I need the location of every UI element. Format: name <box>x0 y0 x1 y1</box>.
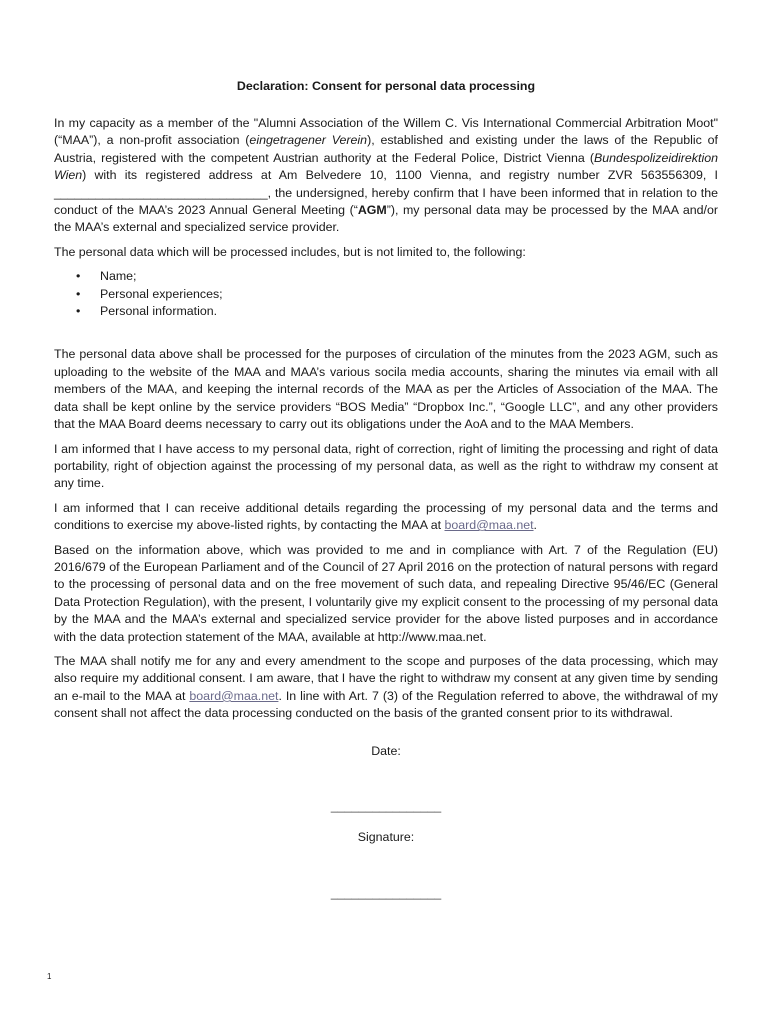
date-label: Date: <box>371 743 401 758</box>
p1-text-d: ”), my personal data may be processed by the MAA and/or the MAA’s external and specialized service provider. <box>54 203 718 235</box>
p7-text-a: The MAA shall notify me for any and every amendment to the scope and purposes of the data processing, which may also require my additional consent. I am aware, that I have the right to withdraw my consent at any given time by sending an e-mail to the MAA at <box>54 653 718 703</box>
personal-data-list <box>54 268 718 320</box>
paragraph-data-list-intro: The personal data which will be processed includes, but is not limited to, the following: <box>54 244 526 259</box>
date-signature-line: ________________ <box>330 799 442 813</box>
p7-text-b: . In line with Art. 7 (3) of the Regulation referred to above, the withdrawal of my consent shall not affect the data processing conducted on the basis of the granted consent prior to its withdrawal. <box>54 688 718 721</box>
p1-italic-a: eingetragener Verein <box>249 133 368 148</box>
paragraph-consent: Based on the information above, which was provided to me and in compliance with Art. 7 of the Regulation (EU) 2016/679 of the European Parliament and of the Council of 27 April 2016 on the protection of natural persons with regard to the processing of personal data and on the free movement of such data, and repealing Directive 95/46/EC (General Data Protection Regulation), with the present, I voluntarily give my explicit consent to the processing of my personal data by the MAA and the MAA’s external and specialized service provider for the above listed purposes and in accordance with the data protection statement of the MAA, available at http://www.maa.net. <box>54 542 718 644</box>
p1-text-b: ), established and existing under the laws of the Republic of Austria, registered with the competent Austrian authority at the Federal Police, District Vienna ( <box>54 133 718 165</box>
p1-italic-b: Bundespolizeidirektion Wien <box>54 150 718 183</box>
paragraph-amendment <box>54 653 718 723</box>
p1-text-a: In my capacity as a member of the "Alumni Association of the Willem C. Vis International Commercial Arbitration Moot" (“MAA”), a non-profit association ( <box>54 116 718 148</box>
paragraph-rights: I am informed that I have access to my personal data, right of correction, right of limiting the processing and right of data portability, right of objection against the processing of my personal data, as well as the right to withdraw my consent at any time. <box>54 441 718 491</box>
signature-label: Signature: <box>357 830 415 845</box>
p1-bold-agm: AGM <box>357 203 387 218</box>
p5-text-b: . <box>533 518 537 533</box>
list-item: • Personal experiences; <box>100 286 718 303</box>
document-title: Declaration: Consent for personal data processing <box>236 79 536 93</box>
p5-text-a: I am informed that I can receive additional details regarding the processing of my personal data and the terms and conditions to exercise my above-listed rights, by contacting the MAA at <box>54 500 718 533</box>
email-link[interactable]: board@maa.net <box>444 518 534 533</box>
list-item: • Personal information. <box>100 303 718 320</box>
signature-line: ________________ <box>330 885 442 900</box>
paragraph-contact <box>54 500 718 535</box>
p1-text-c: ) with its registered address at Am Belvedere 10, 1100 Vienna, and registry number ZVR 563556309, I _______________________________, the undersigned, hereby confirm that I have been informed that in relation to the conduct of the MAA’s 2023 Annual General Meeting (“ <box>54 168 718 218</box>
page-number: 1 <box>47 972 52 981</box>
paragraph-purposes: The personal data above shall be processed for the purposes of circulation of the minutes from the 2023 AGM, such as uploading to the website of the MAA and MAA’s various socila media accounts, sharing the minutes via email with all members of the MAA, and keeping the internal records of the MAA as per the Articles of Association of the MAA. The data shall be kept online by the service providers “BOS Media” “Dropbox Inc.”, “Google LLC”, and any other providers that the MAA Board deems necessary to carry out its obligations under the AoA and to the MAA Members. <box>54 347 718 432</box>
email-link[interactable]: board@maa.net <box>189 688 279 703</box>
paragraph-membership <box>54 115 718 237</box>
document-page <box>54 78 718 902</box>
list-item: • Name; <box>100 268 718 285</box>
